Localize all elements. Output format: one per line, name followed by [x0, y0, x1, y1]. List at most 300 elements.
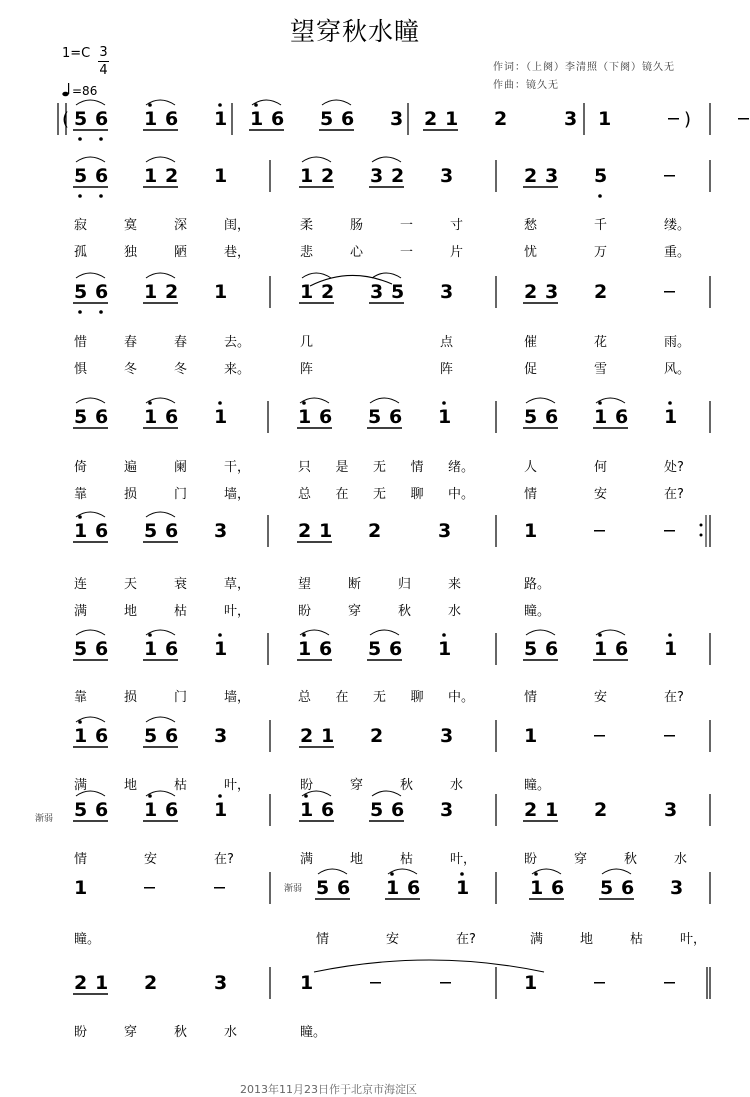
note-digit: 2 — [524, 799, 538, 821]
composer-credit: 作曲：镜久无 — [493, 80, 559, 91]
lyric-syllable: 阵 — [300, 362, 314, 377]
lyricist-credit: 作词：（上阕）李清照（下阕）镜久无 — [493, 62, 675, 73]
note-digit: 6 — [165, 406, 179, 428]
note-digit: 6 — [95, 799, 109, 821]
lyric-syllable: 肠 — [350, 218, 364, 233]
lyric-syllable: 叶， — [224, 778, 251, 793]
score-system — [73, 717, 710, 752]
slur-arc — [370, 630, 399, 635]
note-digit: 3 — [214, 520, 228, 542]
lyric-syllable: 盼 — [300, 778, 314, 793]
slur-arc — [372, 791, 401, 796]
lyric-syllable: 去。 — [224, 335, 251, 350]
lyric-syllable: 点 — [440, 335, 454, 350]
note-digit: 1 — [214, 108, 228, 130]
dash-extension — [440, 982, 451, 984]
lyric-syllable: 地 — [350, 852, 364, 867]
lyric-syllable: 一 — [400, 218, 414, 233]
dash-extension — [594, 530, 605, 532]
note-digit: 1 — [300, 165, 314, 187]
note-digit: 1 — [524, 972, 538, 994]
note-digit: 6 — [389, 638, 403, 660]
lyric-syllable: 风。 — [664, 362, 691, 377]
note-digit: 2 — [321, 165, 335, 187]
dash-extension — [594, 735, 605, 737]
note-digit: 5 — [74, 165, 88, 187]
lyric-syllable: 惧 — [74, 362, 88, 377]
note-digit: 6 — [545, 406, 559, 428]
lyric-syllable: 独 — [124, 245, 138, 260]
note-digit: 1 — [445, 108, 459, 130]
lyric-syllable: 万 — [594, 245, 608, 260]
note-digit: 3 — [545, 281, 559, 303]
note-digit: 6 — [165, 725, 179, 747]
lyric-syllable: 叶， — [680, 932, 707, 947]
note-digit: 1 — [298, 406, 312, 428]
note-digit: 5 — [368, 638, 382, 660]
slur-arc — [602, 869, 631, 874]
note-digit: 6 — [95, 108, 109, 130]
dim-marking: 渐弱 — [35, 814, 54, 824]
dash-extension — [214, 887, 225, 889]
note-digit: 1 — [319, 520, 333, 542]
lyric-syllable: 在 — [335, 487, 349, 502]
lyric-syllable: 水 — [224, 1025, 238, 1040]
slur-arc — [318, 869, 347, 874]
note-digit: 1 — [545, 799, 559, 821]
lyric-syllable: 在? — [214, 852, 234, 867]
lyric-syllable: 靠 — [74, 487, 88, 502]
lyric-syllable: 在? — [456, 932, 476, 947]
note-digit: 6 — [165, 799, 179, 821]
note-digit: 2 — [594, 281, 608, 303]
lyric-syllable: 干， — [224, 460, 251, 475]
tie-arc — [314, 960, 544, 972]
lyric-syllable: 在? — [664, 690, 684, 705]
note-digit: 1 — [214, 638, 228, 660]
lyric-syllable: 冬 — [124, 362, 138, 377]
lyric-syllable: 几 — [300, 335, 314, 350]
svg-text:): ) — [684, 109, 692, 130]
slur-arc — [76, 100, 105, 105]
note-digit: 3 — [214, 972, 228, 994]
dim-marking: 渐弱 — [284, 884, 303, 894]
dash-extension — [144, 887, 155, 889]
lyric-syllable: 安 — [594, 487, 608, 502]
lyric-syllable: 满 — [300, 852, 314, 867]
lyric-syllable: 中。 — [448, 690, 475, 705]
lyric-syllable: 催 — [524, 335, 538, 350]
note-digit: 2 — [321, 281, 335, 303]
dash-extension — [664, 175, 675, 177]
lyric-syllable: 促 — [524, 362, 538, 377]
score-system — [73, 398, 710, 433]
note-digit: 6 — [271, 108, 285, 130]
note-digit: 1 — [594, 638, 608, 660]
note-digit: 1 — [321, 725, 335, 747]
note-digit: 5 — [144, 725, 158, 747]
note-digit: 1 — [438, 406, 452, 428]
lyric-syllable: 在? — [664, 487, 684, 502]
slur-arc — [146, 512, 175, 517]
score-system — [73, 273, 710, 314]
lyric-syllable: 秋 — [400, 778, 414, 793]
lyric-syllable: 满 — [74, 778, 88, 793]
lyric-syllable: 穿 — [348, 604, 362, 619]
lyric-syllable: 阵 — [440, 362, 454, 377]
lyric-syllable: 秋 — [174, 1025, 188, 1040]
note-digit: 5 — [368, 406, 382, 428]
lyric-syllable: 寸 — [450, 218, 464, 233]
lyric-syllable: 何 — [594, 460, 608, 475]
note-digit: 5 — [370, 799, 384, 821]
note-digit: 6 — [95, 406, 109, 428]
note-digit: 1 — [250, 108, 264, 130]
lyric-syllable: 路。 — [524, 577, 551, 592]
note-digit: 6 — [615, 638, 629, 660]
note-digit: 3 — [370, 165, 384, 187]
note-digit: 1 — [300, 972, 314, 994]
note-digit: 1 — [74, 725, 88, 747]
note-digit: 1 — [144, 281, 158, 303]
score-system — [74, 869, 710, 904]
lyric-syllable: 寂 — [74, 218, 88, 233]
note-digit: 1 — [524, 520, 538, 542]
note-digit: 1 — [144, 638, 158, 660]
lyric-syllable: 来 — [448, 577, 462, 592]
lyric-syllable: 雨。 — [664, 335, 691, 350]
dash-extension — [664, 735, 675, 737]
note-digit: 5 — [524, 406, 538, 428]
note-digit: 1 — [594, 406, 608, 428]
note-digit: 6 — [545, 638, 559, 660]
note-digit: 1 — [214, 406, 228, 428]
lyric-syllable: 倚 — [74, 460, 88, 475]
lyric-syllable: 陋 — [174, 245, 188, 260]
note-digit: 6 — [95, 165, 109, 187]
lyric-syllable: 草， — [224, 577, 251, 592]
note-digit: 6 — [389, 406, 403, 428]
lyric-syllable: 心 — [350, 245, 364, 260]
score-system — [58, 100, 749, 141]
note-digit: 3 — [440, 165, 454, 187]
svg-text:(: ( — [62, 109, 70, 130]
score-system — [73, 630, 710, 665]
note-digit: 1 — [74, 877, 88, 899]
note-digit: 1 — [74, 520, 88, 542]
lyric-syllable: 衰 — [174, 577, 188, 592]
lyric-syllable: 归 — [398, 577, 412, 592]
lyric-syllable: 地 — [124, 604, 138, 619]
note-digit: 6 — [621, 877, 635, 899]
note-digit: 5 — [144, 520, 158, 542]
lyric-syllable: 地 — [580, 932, 594, 947]
lyric-syllable: 冬 — [174, 362, 188, 377]
note-digit: 6 — [95, 281, 109, 303]
note-digit: 1 — [664, 406, 678, 428]
note-digit: 2 — [368, 520, 382, 542]
slur-arc — [76, 273, 105, 278]
note-digit: 6 — [165, 520, 179, 542]
lyric-syllable: 闺， — [224, 218, 251, 233]
note-digit: 6 — [319, 638, 333, 660]
note-digit: 1 — [298, 638, 312, 660]
lyric-syllable: 秋 — [624, 852, 638, 867]
note-digit: 6 — [391, 799, 405, 821]
note-digit: 1 — [300, 799, 314, 821]
lyric-syllable: 望 — [298, 577, 312, 592]
lyric-syllable: 情 — [74, 852, 88, 867]
lyric-syllable: 地 — [124, 778, 138, 793]
lyric-syllable: 安 — [594, 690, 608, 705]
note-digit: 1 — [144, 165, 158, 187]
note-digit: 3 — [438, 520, 452, 542]
note-digit: 2 — [594, 799, 608, 821]
lyric-syllable: 忧 — [524, 245, 538, 260]
lyric-syllable: 情 — [410, 460, 424, 475]
lyric-syllable: 满 — [74, 604, 88, 619]
note-digit: 3 — [440, 799, 454, 821]
score-system — [73, 967, 710, 999]
note-digit: 6 — [95, 638, 109, 660]
footer-note: 2013年11月23日作于北京市海淀区 — [240, 1083, 417, 1096]
lyric-syllable: 无 — [373, 690, 387, 705]
meter-top: 3 — [99, 45, 108, 60]
note-digit: 3 — [670, 877, 684, 899]
note-digit: 1 — [214, 281, 228, 303]
lyric-syllable: 千 — [594, 218, 608, 233]
lyric-syllable: 深 — [174, 218, 188, 233]
lyric-syllable: 花 — [594, 335, 608, 350]
lyric-syllable: 水 — [448, 604, 462, 619]
lyric-syllable: 天 — [124, 577, 138, 592]
lyric-syllable: 安 — [386, 932, 400, 947]
note-digit: 3 — [440, 281, 454, 303]
note-digit: 1 — [95, 972, 109, 994]
lyric-syllable: 盼 — [524, 852, 538, 867]
slur-arc — [370, 398, 399, 403]
dash-extension — [664, 982, 675, 984]
note-digit: 5 — [391, 281, 405, 303]
lyric-syllable: 满 — [530, 932, 544, 947]
note-digit: 1 — [530, 877, 544, 899]
note-digit: 5 — [524, 638, 538, 660]
note-digit: 3 — [664, 799, 678, 821]
note-digit: 1 — [598, 108, 612, 130]
score-system — [73, 512, 710, 547]
slur-arc — [76, 630, 105, 635]
lyric-syllable: 叶， — [450, 852, 477, 867]
dash-extension — [668, 118, 679, 120]
lyric-syllable: 盼 — [298, 604, 312, 619]
note-digit: 5 — [316, 877, 330, 899]
lyric-syllable: 总 — [298, 690, 312, 705]
lyric-syllable: 损 — [124, 487, 138, 502]
key-signature: 1=C — [62, 46, 91, 61]
dash-extension — [594, 982, 605, 984]
note-digit: 6 — [321, 799, 335, 821]
lyric-syllable: 损 — [124, 690, 138, 705]
lyric-syllable: 愁 — [524, 218, 538, 233]
note-digit: 1 — [144, 108, 158, 130]
lyric-syllable: 中。 — [448, 487, 475, 502]
lyric-syllable: 瞳。 — [524, 604, 551, 619]
lyric-syllable: 春 — [124, 335, 138, 350]
note-digit: 6 — [165, 108, 179, 130]
lyric-syllable: 枯 — [174, 604, 188, 619]
lyric-syllable: 情 — [524, 487, 538, 502]
lyric-syllable: 墙， — [224, 487, 251, 502]
note-digit: 5 — [74, 281, 88, 303]
lyric-syllable: 聊 — [410, 690, 424, 705]
lyric-syllable: 柔 — [300, 218, 314, 233]
note-digit: 2 — [370, 725, 384, 747]
lyric-syllable: 情 — [524, 690, 538, 705]
note-digit: 3 — [545, 165, 559, 187]
note-digit: 5 — [594, 165, 608, 187]
lyric-syllable: 枯 — [400, 852, 414, 867]
note-digit: 2 — [391, 165, 405, 187]
score-system — [73, 791, 710, 826]
note-digit: 1 — [664, 638, 678, 660]
note-digit: 1 — [438, 638, 452, 660]
lyric-syllable: 枯 — [174, 778, 188, 793]
note-digit: 3 — [214, 725, 228, 747]
slur-arc — [302, 273, 331, 278]
lyric-syllable: 枯 — [630, 932, 644, 947]
lyric-syllable: 穿 — [574, 852, 588, 867]
note-digit: 6 — [165, 638, 179, 660]
slur-arc — [526, 398, 555, 403]
slur-arc — [146, 717, 175, 722]
note-digit: 2 — [524, 165, 538, 187]
lyric-syllable: 重。 — [664, 245, 691, 260]
lyric-syllable: 断 — [348, 577, 362, 592]
note-digit: 6 — [337, 877, 351, 899]
note-digit: 3 — [564, 108, 578, 130]
lyric-syllable: 只 — [298, 460, 312, 475]
note-digit: 3 — [390, 108, 404, 130]
lyric-syllable: 片 — [450, 245, 464, 260]
note-digit: 1 — [214, 165, 228, 187]
lyric-syllable: 人 — [524, 460, 538, 475]
lyric-syllable: 一 — [400, 245, 414, 260]
lyric-syllable: 总 — [298, 487, 312, 502]
slur-arc — [76, 398, 105, 403]
lyric-syllable: 在 — [335, 690, 349, 705]
note-digit: 2 — [144, 972, 158, 994]
note-digit: 6 — [95, 520, 109, 542]
lyric-syllable: 雪 — [594, 362, 608, 377]
lyric-syllable: 瞳。 — [524, 778, 551, 793]
slur-arc — [322, 100, 351, 105]
lyric-syllable: 无 — [373, 487, 387, 502]
score-system — [73, 157, 710, 198]
lyric-syllable: 水 — [450, 778, 464, 793]
note-digit: 3 — [440, 725, 454, 747]
lyric-syllable: 秋 — [398, 604, 412, 619]
lyric-syllable: 瞳。 — [300, 1025, 327, 1040]
note-digit: 6 — [615, 406, 629, 428]
note-digit: 2 — [524, 281, 538, 303]
note-digit: 5 — [600, 877, 614, 899]
note-digit: 2 — [165, 281, 179, 303]
note-digit: 5 — [74, 108, 88, 130]
dash-extension — [664, 530, 675, 532]
note-digit: 6 — [341, 108, 355, 130]
lyric-syllable: 处? — [664, 460, 684, 475]
slur-arc — [526, 630, 555, 635]
song-title: 望穿秋水瞳 — [289, 17, 420, 46]
lyric-syllable: 缕。 — [664, 218, 691, 233]
lyric-syllable: 寞 — [124, 218, 138, 233]
lyric-syllable: 穿 — [124, 1025, 138, 1040]
dash-extension — [664, 291, 675, 293]
note-digit: 6 — [407, 877, 421, 899]
lyric-syllable: 情 — [316, 932, 330, 947]
lyric-syllable: 绪。 — [448, 460, 475, 475]
note-digit: 1 — [144, 406, 158, 428]
lyric-syllable: 悲 — [300, 245, 314, 260]
note-digit: 1 — [144, 799, 158, 821]
slur-arc — [372, 273, 401, 278]
lyric-syllable: 巷， — [224, 245, 251, 260]
note-digit: 1 — [524, 725, 538, 747]
note-digit: 5 — [74, 638, 88, 660]
note-digit: 1 — [214, 799, 228, 821]
dash-extension — [370, 982, 381, 984]
slur-arc — [372, 157, 401, 162]
note-digit: 2 — [300, 725, 314, 747]
note-digit: 6 — [95, 725, 109, 747]
note-digit: 6 — [319, 406, 333, 428]
note-digit: 2 — [165, 165, 179, 187]
lyric-syllable: 叶， — [224, 604, 251, 619]
lyric-syllable: 惜 — [74, 335, 88, 350]
note-digit: 5 — [320, 108, 334, 130]
note-digit: 3 — [370, 281, 384, 303]
lyric-syllable: 阑 — [174, 460, 188, 475]
note-digit: 5 — [74, 799, 88, 821]
lyric-syllable: 春 — [174, 335, 188, 350]
note-digit: 2 — [74, 972, 88, 994]
slur-arc — [302, 157, 331, 162]
meter-bottom: 4 — [99, 63, 108, 78]
lyric-syllable: 门 — [174, 690, 188, 705]
lyric-syllable: 遍 — [124, 460, 138, 475]
lyric-syllable: 门 — [174, 487, 188, 502]
slur-arc — [146, 273, 175, 278]
lyric-syllable: 安 — [144, 852, 158, 867]
note-digit: 2 — [298, 520, 312, 542]
lyric-syllable: 盼 — [74, 1025, 88, 1040]
note-digit: 1 — [300, 281, 314, 303]
lyric-syllable: 孤 — [74, 245, 88, 260]
lyric-syllable: 墙， — [224, 690, 251, 705]
lyric-syllable: 无 — [373, 460, 387, 475]
dash-extension — [738, 118, 749, 120]
lyric-syllable: 穿 — [350, 778, 364, 793]
lyric-syllable: 瞳。 — [74, 932, 101, 947]
note-digit: 5 — [74, 406, 88, 428]
lyric-syllable: 来。 — [224, 362, 251, 377]
note-digit: 2 — [424, 108, 438, 130]
lyric-syllable: 水 — [674, 852, 688, 867]
slur-arc — [76, 157, 105, 162]
slur-arc — [146, 157, 175, 162]
note-digit: 1 — [386, 877, 400, 899]
note-digit: 1 — [456, 877, 470, 899]
